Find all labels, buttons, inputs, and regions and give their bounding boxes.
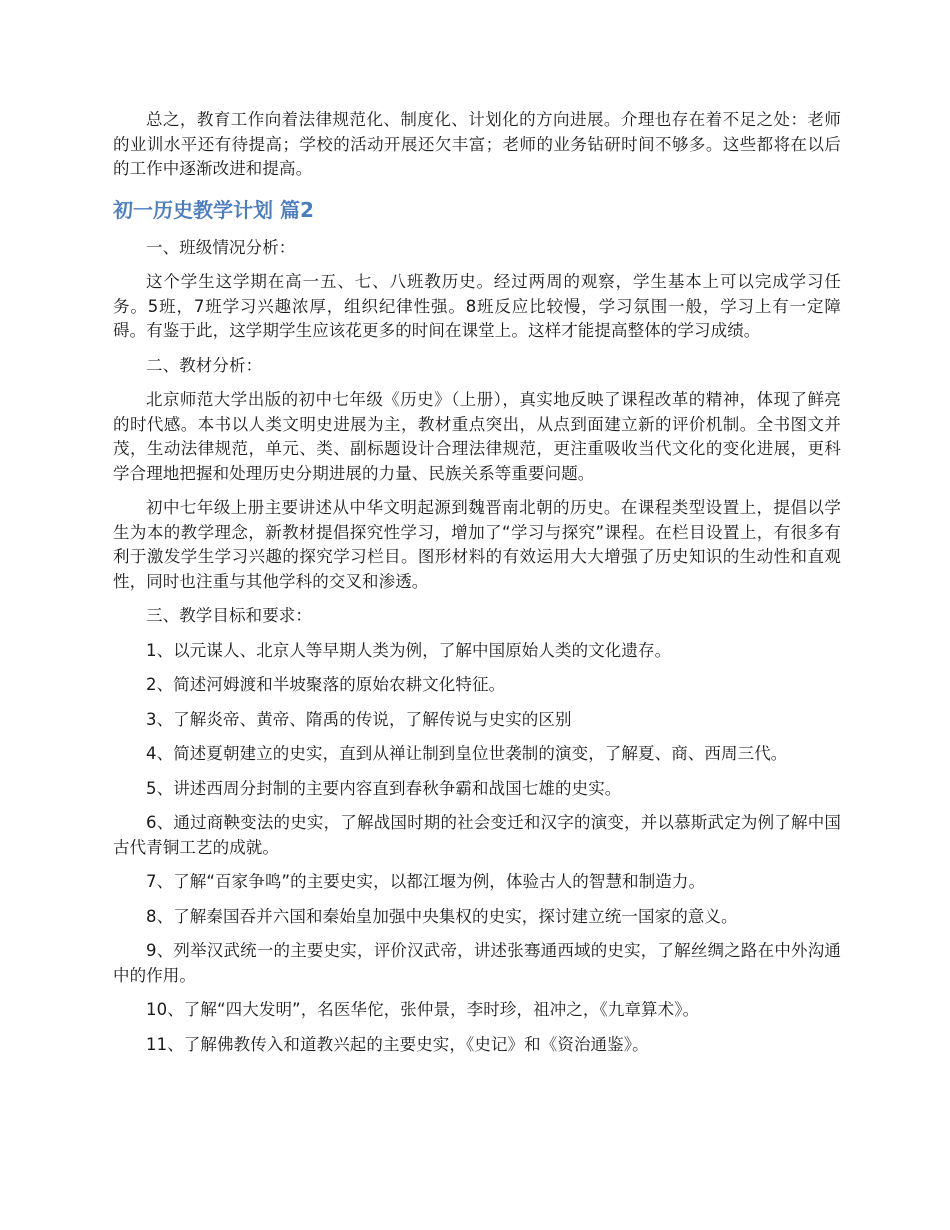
intro-paragraph: 总之，教育工作向着法律规范化、制度化、计划化的方向进展。介理也存在着不足之处：老师的业训水平还有待提高；学校的活动开展还欠丰富；老师的业务钻研时间不够多。这些都将在以后的工作中逐渐改进和提高。 xyxy=(113,110,841,178)
goal-item-6: 6、通过商鞅变法的史实，了解战国时期的社会变迁和汉字的演变，并以慕斯武定为例了解中国古代青铜工艺的成就。 xyxy=(113,813,841,857)
section-heading-class-analysis: 一、班级情况分析： xyxy=(146,237,296,257)
section-heading-goals: 三、教学目标和要求： xyxy=(146,606,312,625)
goal-item-5: 5、讲述西周分封制的主要内容直到春秋争霸和战国七雄的史实。 xyxy=(146,778,622,798)
goal-item-1: 1、以元谋人、北京人等早期人类为例，了解中国原始人类的文化遗存。 xyxy=(146,640,672,660)
document-page xyxy=(113,108,841,1067)
paragraph-textbook-analysis-2: 初中七年级上册主要讲述从中华文明起源到魏晋南北朝的历史。在课程类型设置上，提倡以学生为本的教学理念，新教材提倡探究性学习，增加了“学习与探究”课程。在栏目设置上，有很多有利于激发学生学习兴趣的探究学习栏目。图形材料的有效运用大大增强了历史知识的生动性和直观性，同时也注重与其他学科的交叉和渗透。 xyxy=(113,498,841,591)
goal-item-8: 8、了解秦国吞并六国和秦始皇加强中央集权的史实，探讨建立统一国家的意义。 xyxy=(146,906,738,926)
section-heading-textbook-analysis: 二、教材分析： xyxy=(146,355,263,375)
goal-item-9: 9、列举汉武统一的主要史实，评价汉武帝，讲述张骞通西域的史实，了解丝绸之路在中外沟通中的作用。 xyxy=(113,941,841,985)
paragraph-class-analysis: 这个学生这学期在高一五、七、八班教历史。经过两周的观察，学生基本上可以完成学习任务。5班，7班学习兴趣浓厚，组织纪律性强。8班反应比较慢，学习氛围一般，学习上有一定障碍。有鉴于此，这学期学生应该花更多的时间在课堂上。这样才能提高整体的学习成绩。 xyxy=(113,272,841,340)
goal-item-10: 10、了解“四大发明”，名医华佗，张仲景，李时珍，祖冲之，《九章算术》。 xyxy=(146,1000,700,1019)
goal-item-7: 7、了解“百家争鸣”的主要史实，以都江堰为例，体验古人的智慧和制造力。 xyxy=(146,872,706,891)
goal-item-3: 3、了解炎帝、黄帝、隋禹的传说，了解传说与史实的区别 xyxy=(146,709,572,729)
paragraph-textbook-analysis-1: 北京师范大学出版的初中七年级《历史》（上册），真实地反映了课程改革的精神，体现了鲜亮的时代感。本书以人类文明史进展为主，教材重点突出，从点到面建立新的评价机制。全书图文并茂，生动法律规范，单元、类、副标题设计合理法律规范，更注重吸收当代文化的变化进展，更科学合理地把握和处理历史分期进展的力量、民族关系等重要问题。 xyxy=(113,390,841,483)
goal-item-11: 11、了解佛教传入和道教兴起的主要史实，《史记》和《资治通鉴》。 xyxy=(146,1034,649,1054)
goal-item-4: 4、简述夏朝建立的史实，直到从禅让制到皇位世袭制的演变，了解夏、商、西周三代。 xyxy=(146,744,788,763)
goal-item-2: 2、简述河姆渡和半坡聚落的原始农耕文化特征。 xyxy=(146,675,506,694)
section-title: 初一历史教学计划 篇2 xyxy=(113,197,314,222)
